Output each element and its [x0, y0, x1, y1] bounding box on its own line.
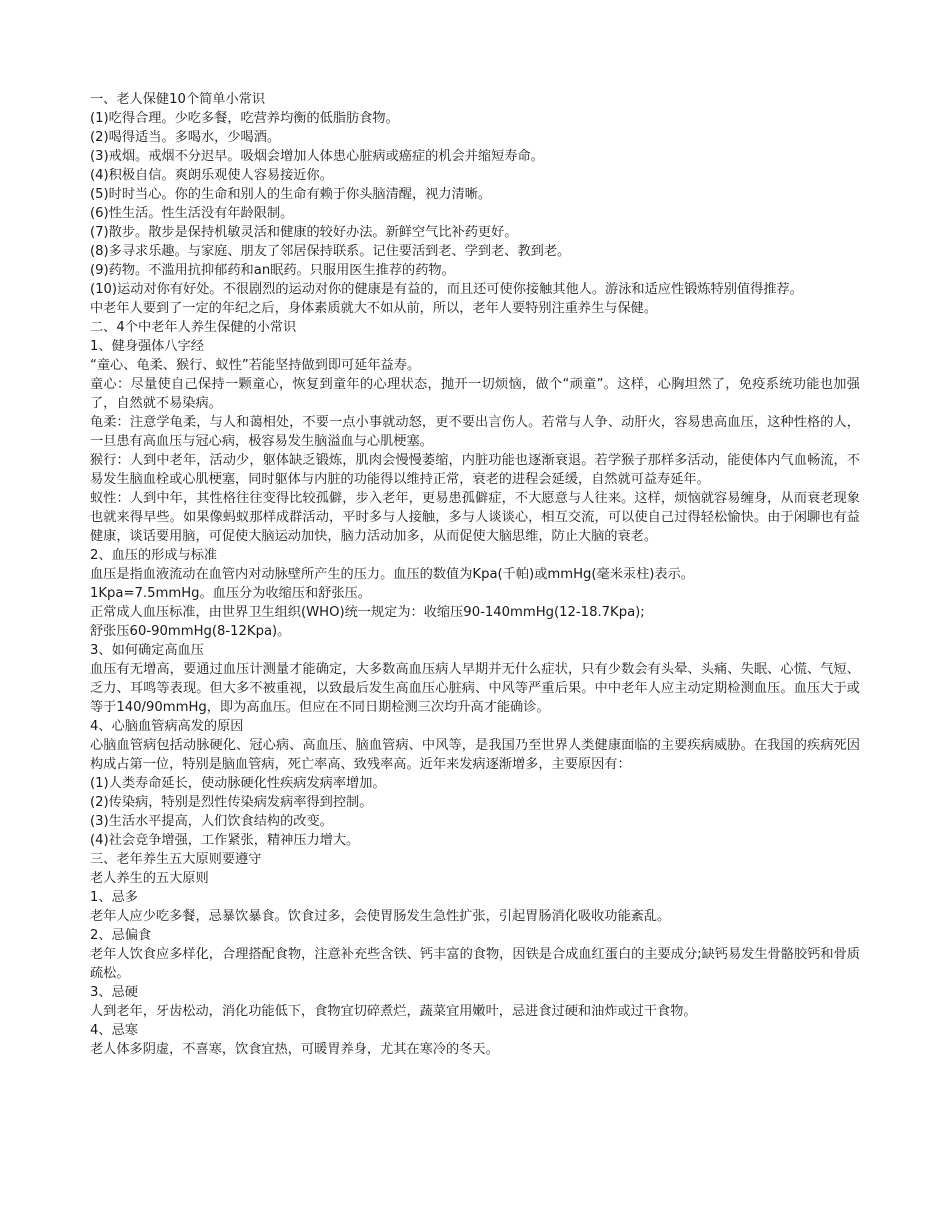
- paragraph: 血压是指血液流动在血管内对动脉壁所产生的压力。血压的数值为Kpa(千帕)或mmHg(毫米汞柱)表示。: [90, 567, 694, 582]
- paragraph: 蚁性：人到中年，其性格往往变得比较孤僻，步入老年，更易患孤僻症，不大愿意与人往来。这样，烦恼就容易缠身，从而衰老现象也就来得早些。如果像蚂蚁那样成群活动，平时多与人接触，多与人谈谈心，相互交流，可以使自己过得轻松愉快。由于闲聊也有益健康，谈话要用脑，可促使大脑运动加快，脑力活动加多，从而促使大脑思维，防止大脑的衰老。: [90, 491, 860, 544]
- subheading: 3、忌硬: [90, 985, 138, 1000]
- tip-item-4: (4)积极自信。爽朗乐观使人容易接近你。: [90, 168, 333, 183]
- list-item: (3)生活水平提高，人们饮食结构的改变。: [90, 814, 333, 829]
- paragraph: 老人体多阴虚，不喜寒，饮食宜热，可暖胃养身，尤其在寒冷的冬天。: [90, 1042, 499, 1057]
- paragraph: 舒张压60-90mmHg(8-12Kpa)。: [90, 624, 291, 639]
- subheading: 老人养生的五大原则: [90, 871, 209, 886]
- tip-item-2: (2)喝得适当。多喝水，少喝酒。: [90, 130, 281, 145]
- section-heading-3: 三、老年养生五大原则要遵守: [90, 852, 262, 867]
- paragraph: 老年人饮食应多样化，合理搭配食物，注意补充些含铁、钙丰富的食物，因铁是合成血红蛋白的主要成分;缺钙易发生骨骼胶钙和骨质疏松。: [90, 947, 860, 981]
- document-body: [90, 90, 860, 1059]
- paragraph: 正常成人血压标准，由世界卫生组织(WHO)统一规定为：收缩压90-140mmHg(12-18.7Kpa);: [90, 605, 645, 620]
- tip-item-1: (1)吃得合理。少吃多餐，吃营养均衡的低脂肪食物。: [90, 111, 399, 126]
- subheading: 4、忌寒: [90, 1023, 138, 1038]
- paragraph: “童心、龟柔、猴行、蚁性”若能坚持做到即可延年益寿。: [90, 358, 421, 373]
- list-item: (4)社会竞争增强，工作紧张，精神压力增大。: [90, 833, 360, 848]
- paragraph: 龟柔：注意学龟柔，与人和蔼相处，不要一点小事就动怒，更不要出言伤人。若常与人争、动肝火，容易患高血压，这种性格的人，一旦患有高血压与冠心病，极容易发生脑溢血与心肌梗塞。: [90, 415, 860, 449]
- tip-item-5: (5)时时当心。你的生命和别人的生命有赖于你头脑清醒，视力清晰。: [90, 187, 492, 202]
- list-item: (1)人类寿命延长，使动脉硬化性疾病发病率增加。: [90, 776, 386, 791]
- paragraph: 1Kpa=7.5mmHg。血压分为收缩压和舒张压。: [90, 586, 371, 601]
- paragraph: 人到老年，牙齿松动，消化功能低下，食物宜切碎煮烂，蔬菜宜用嫩叶，忌进食过硬和油炸或过干食物。: [90, 1004, 697, 1019]
- paragraph: 心脑血管病包括动脉硬化、冠心病、高血压、脑血管病、中风等，是我国乃至世界人类健康面临的主要疾病威胁。在我国的疾病死因构成占第一位，特别是脑血管病，死亡率高、致残率高。近年来发病逐渐增多，主要原因有：: [90, 738, 860, 772]
- subheading: 2、血压的形成与标准: [90, 548, 218, 563]
- tip-item-3: (3)戒烟。戒烟不分迟早。吸烟会增加人体患心脏病或癌症的机会并缩短寿命。: [90, 149, 544, 164]
- subheading: 1、健身强体八字经: [90, 339, 204, 354]
- tip-item-8: (8)多寻求乐趣。与家庭、朋友了邻居保持联系。记住要活到老、学到老、教到老。: [90, 244, 571, 259]
- paragraph: 老年人应少吃多餐，忌暴饮暴食。饮食过多，会使胃肠发生急性扩张，引起胃肠消化吸收功能紊乱。: [90, 909, 671, 924]
- section-heading-1: 一、老人保健10个简单小常识: [90, 92, 266, 107]
- tip-item-9: (9)药物。不滥用抗抑郁药和an眠药。只服用医生推荐的药物。: [90, 263, 455, 278]
- list-item: (2)传染病，特别是烈性传染病发病率得到控制。: [90, 795, 373, 810]
- subheading: 3、如何确定高血压: [90, 643, 204, 658]
- paragraph: 中老年人要到了一定的年纪之后，身体素质就大不如从前，所以，老年人要特别注重养生与保健。: [90, 301, 658, 316]
- section-heading-2: 二、4个中老年人养生保健的小常识: [90, 320, 297, 335]
- paragraph: 猴行：人到中老年，活动少，躯体缺乏锻炼，肌肉会慢慢萎缩，内脏功能也逐渐衰退。若学猴子那样多活动，能使体内气血畅流，不易发生脑血栓或心肌梗塞，同时躯体与内脏的功能得以维持正常，衰老的进程会延缓，自然就可益寿延年。: [90, 453, 860, 487]
- paragraph: 血压有无增高，要通过血压计测量才能确定，大多数高血压病人早期并无什么症状，只有少数会有头晕、头痛、失眠、心慌、气短、乏力、耳鸣等表现。但大多不被重视，以致最后发生高血压心脏病、中风等严重后果。中中老年人应主动定期检测血压。血压大于或等于140/90mmHg，即为高血压。但应在不同日期检测三次均升高才能确诊。: [90, 662, 860, 715]
- paragraph: 童心：尽量使自己保持一颗童心，恢复到童年的心理状态，抛开一切烦恼，做个“顽童”。这样，心胸坦然了，免疫系统功能也加强了，自然就不易染病。: [90, 377, 860, 411]
- subheading: 4、心脑血管病高发的原因: [90, 719, 244, 734]
- subheading: 1、忌多: [90, 890, 138, 905]
- tip-item-10: (10)运动对你有好处。不很剧烈的运动对你的健康是有益的，而且还可使你接触其他人。游泳和适应性锻炼特别值得推荐。: [90, 282, 803, 297]
- tip-item-6: (6)性生活。性生活没有年龄限制。: [90, 206, 294, 221]
- tip-item-7: (7)散步。散步是保持机敏灵活和健康的较好办法。新鲜空气比补药更好。: [90, 225, 518, 240]
- subheading: 2、忌偏食: [90, 928, 152, 943]
